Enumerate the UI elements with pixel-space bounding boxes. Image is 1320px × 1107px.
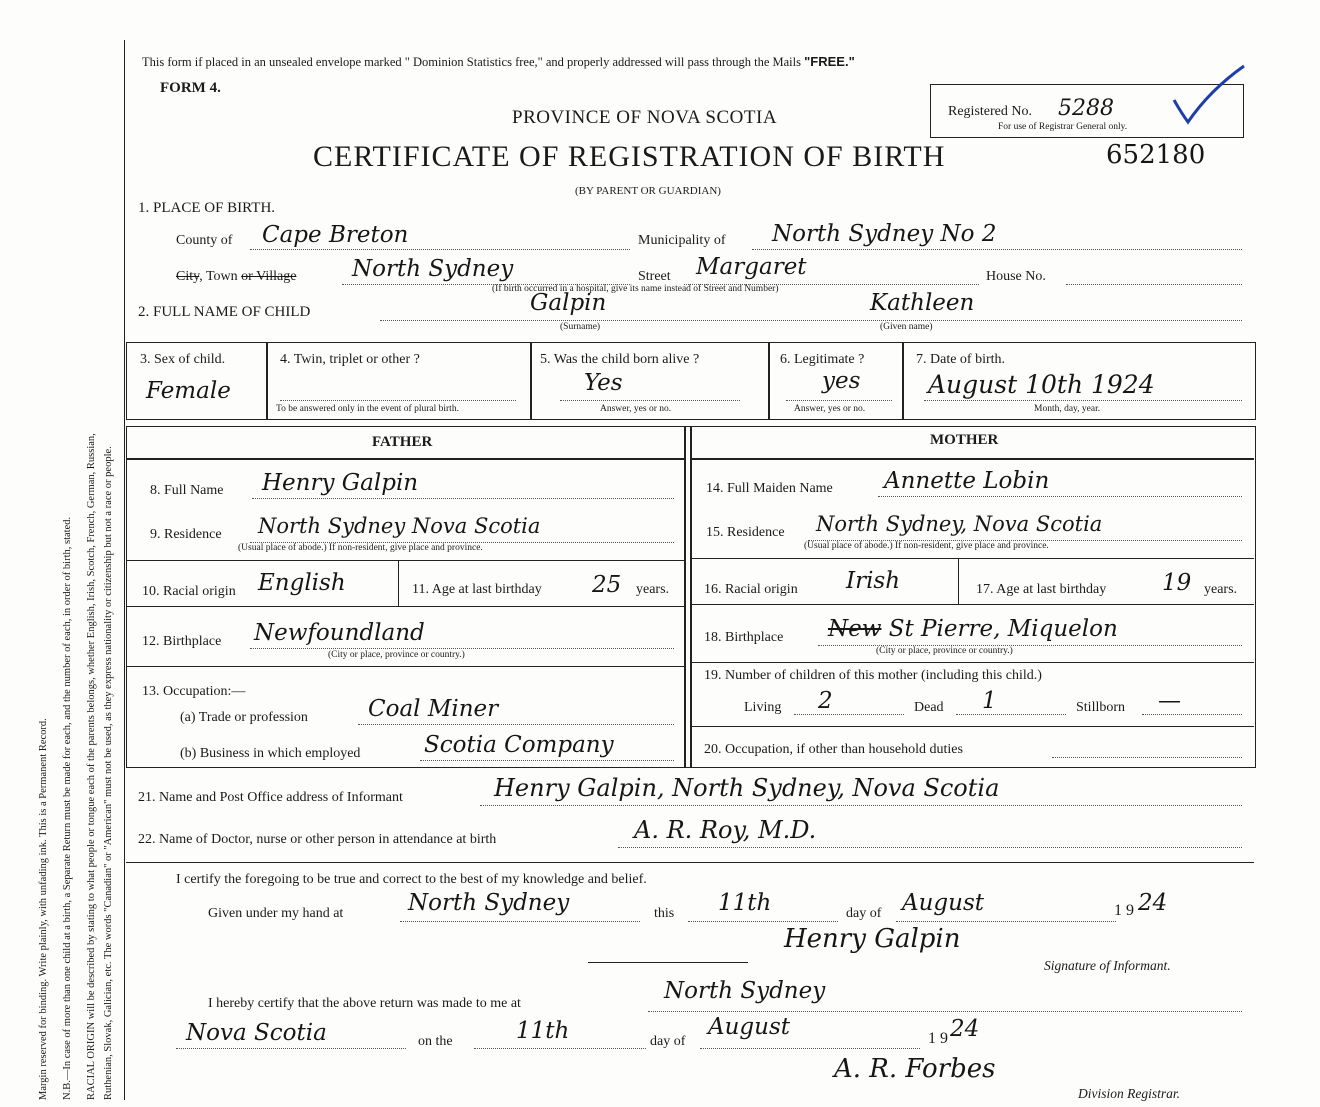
- street-value: Margaret: [696, 254, 807, 280]
- registrar-year-value: 24: [950, 1016, 980, 1042]
- child-name-label: 2. FULL NAME OF CHILD: [138, 304, 311, 320]
- form-number: FORM 4.: [160, 80, 221, 96]
- father-birthplace-note: (City or place, province or country.): [328, 650, 465, 660]
- living-label: Living: [744, 700, 782, 715]
- father-birthplace-value: Newfoundland: [254, 620, 425, 646]
- town-value: North Sydney: [352, 256, 514, 282]
- doctor-label: 22. Name of Doctor, nurse or other person in attendance at birth: [138, 832, 497, 847]
- registrar-day-value: 11th: [516, 1018, 570, 1044]
- father-racial-value: English: [258, 570, 346, 596]
- county-value: Cape Breton: [262, 222, 409, 248]
- given-name-note: (Given name): [880, 322, 933, 332]
- twin-note: To be answered only in the event of plural birth.: [276, 404, 459, 414]
- father-business-label: (b) Business in which employed: [180, 746, 361, 761]
- father-business-line: [420, 760, 674, 761]
- registrar-month-line: [700, 1048, 920, 1049]
- mother-years-label: years.: [1204, 582, 1238, 597]
- dead-value: 1: [982, 688, 997, 714]
- dead-line: [956, 714, 1066, 715]
- father-name-label: 8. Full Name: [150, 483, 224, 498]
- alive-line: [560, 400, 740, 401]
- father-rule-1: [126, 560, 684, 561]
- day-of-label: day of: [846, 906, 882, 921]
- father-trade-line: [358, 724, 674, 725]
- informant-value: Henry Galpin, North Sydney, Nova Scotia: [494, 774, 1000, 802]
- father-residence-value: North Sydney Nova Scotia: [258, 514, 541, 538]
- registrar-province-line: [176, 1048, 406, 1049]
- father-heading: FATHER: [372, 434, 433, 450]
- margin-rule: [124, 40, 125, 1100]
- certificate-title: CERTIFICATE OF REGISTRATION OF BIRTH: [313, 140, 946, 173]
- stamp-number: 652180: [1106, 140, 1206, 170]
- dob-label: 7. Date of birth.: [916, 352, 1006, 367]
- child-name-line: [380, 320, 1242, 321]
- mother-birthplace-value: New St Pierre, Miquelon: [828, 616, 1118, 642]
- father-occupation-label: 13. Occupation:—: [142, 684, 246, 699]
- registrar-month-value: August: [708, 1014, 791, 1040]
- check-mark-icon: [1170, 62, 1250, 126]
- informant-signature: Henry Galpin: [784, 924, 961, 954]
- registered-number: 5288: [1058, 96, 1114, 121]
- certify-rule: [126, 862, 1254, 863]
- given-day-line: [688, 921, 838, 922]
- living-line: [794, 714, 904, 715]
- county-label: County of: [176, 233, 233, 248]
- alive-note: Answer, yes or no.: [600, 404, 672, 414]
- registrar-year-prefix: 19: [928, 1030, 952, 1047]
- registrar-place-line: [648, 1011, 1242, 1012]
- registered-label: Registered No.: [948, 104, 1032, 119]
- dead-label: Dead: [914, 700, 944, 715]
- stillborn-label: Stillborn: [1076, 700, 1126, 715]
- father-residence-note: (Usual place of abode.) If non-resident, give place and province.: [238, 543, 483, 553]
- mother-residence-label: 15. Residence: [706, 525, 785, 540]
- mother-birthplace-struck: New: [828, 616, 882, 642]
- province-title: PROVINCE OF NOVA SCOTIA: [512, 107, 778, 128]
- father-birthplace-line: [250, 648, 674, 649]
- dob-note: Month, day, year.: [1034, 404, 1101, 414]
- informant-line: [480, 805, 1242, 806]
- mother-residence-value: North Sydney, Nova Scotia: [816, 512, 1103, 536]
- registrar-day-line: [474, 1048, 646, 1049]
- stillborn-value: —: [1158, 688, 1181, 714]
- legit-line: [786, 400, 892, 401]
- doctor-value: A. R. Roy, M.D.: [634, 816, 817, 844]
- parents-divider-a: [684, 426, 686, 768]
- mother-racial-divider: [958, 558, 959, 604]
- alive-value: Yes: [584, 370, 623, 396]
- registrar-signature: A. R. Forbes: [834, 1054, 996, 1084]
- margin-note-racial-origin-cont: Ruthenian, Slovak, Galician, etc. The words "Canadian" or "American" must not be used, as they express nationality or citizenship but not a race or people.: [103, 446, 114, 1100]
- parents-divider-b: [690, 426, 692, 768]
- doctor-line: [618, 847, 1242, 848]
- given-place-line: [400, 921, 640, 922]
- stillborn-line: [1142, 714, 1242, 715]
- mother-occupation-line: [1052, 757, 1242, 758]
- surname-note: (Surname): [560, 322, 601, 332]
- twin-label: 4. Twin, triplet or other ?: [280, 352, 420, 367]
- margin-note-multiple-birth: N.B.—In case of more than one child at a birth, a Separate Return must be made for each, and the number of each, in order of birth, stated.: [62, 516, 73, 1100]
- given-month-line: [896, 921, 1116, 922]
- house-label: House No.: [986, 269, 1046, 284]
- municipality-line: [752, 249, 1242, 250]
- mother-racial-value: Irish: [846, 568, 901, 594]
- father-trade-label: (a) Trade or profession: [180, 710, 308, 725]
- this-label: this: [654, 906, 675, 921]
- divider-3: [768, 342, 770, 420]
- dob-value: August 10th 1924: [928, 370, 1155, 399]
- mother-age-value: 19: [1162, 570, 1192, 596]
- given-year-value: 24: [1138, 890, 1168, 916]
- divider-1: [266, 342, 268, 420]
- registrar-place-value: North Sydney: [664, 978, 826, 1004]
- given-under-label: Given under my hand at: [208, 906, 344, 921]
- father-name-value: Henry Galpin: [262, 470, 419, 496]
- certify-statement: I certify the foregoing to be true and correct to the best of my knowledge and belief.: [176, 872, 647, 887]
- mother-heading: MOTHER: [930, 432, 999, 448]
- given-place-value: North Sydney: [408, 890, 570, 916]
- mother-age-label: 17. Age at last birthday: [976, 582, 1107, 597]
- mother-children-label: 19. Number of children of this mother (including this child.): [704, 668, 1042, 683]
- registrar-province-value: Nova Scotia: [186, 1020, 327, 1046]
- father-racial-label: 10. Racial origin: [142, 584, 236, 599]
- heading-rule-right: [690, 458, 1254, 460]
- margin-note-racial-origin: RACIAL ORIGIN will be described by stating to what people or tongue each of the parents belongs, whether English, Irish, Scotch, French, German, Russian,: [86, 433, 97, 1100]
- mother-name-value: Annette Lobin: [884, 468, 1050, 494]
- father-residence-label: 9. Residence: [150, 527, 222, 542]
- living-value: 2: [818, 688, 833, 714]
- informant-label: 21. Name and Post Office address of Informant: [138, 790, 403, 805]
- margin-note-binding: Margin reserved for binding. Write plainly, with unfading ink. This is a Permanent Record.: [38, 718, 49, 1100]
- divider-4: [902, 342, 904, 420]
- mother-occupation-label: 20. Occupation, if other than household duties: [704, 742, 963, 757]
- mother-name-line: [878, 496, 1242, 497]
- mother-rule-3: [690, 662, 1254, 663]
- father-rule-2: [126, 606, 684, 607]
- mother-rule-2: [690, 604, 1254, 605]
- signature-informant-label: Signature of Informant.: [1044, 958, 1171, 973]
- legitimate-note: Answer, yes or no.: [794, 404, 866, 414]
- father-age-value: 25: [592, 572, 622, 598]
- heading-rule-left: [126, 458, 684, 460]
- father-name-line: [252, 498, 674, 499]
- father-racial-divider: [398, 560, 399, 606]
- signature-underline: [588, 962, 748, 963]
- mother-birthplace-label: 18. Birthplace: [704, 630, 784, 645]
- father-age-label: 11. Age at last birthday: [412, 582, 542, 597]
- house-line: [1066, 284, 1242, 285]
- sex-value: Female: [146, 378, 231, 404]
- registrar-statement: I hereby certify that the above return was made to me at: [208, 996, 521, 1011]
- sex-label: 3. Sex of child.: [140, 352, 226, 367]
- father-business-value: Scotia Company: [424, 732, 614, 758]
- legitimate-label: 6. Legitimate ?: [780, 352, 865, 367]
- father-trade-value: Coal Miner: [368, 696, 499, 722]
- municipality-label: Municipality of: [638, 233, 726, 248]
- father-rule-3: [126, 666, 684, 667]
- place-of-birth-label: 1. PLACE OF BIRTH.: [138, 200, 276, 216]
- father-birthplace-label: 12. Birthplace: [142, 634, 222, 649]
- twin-line: [280, 400, 516, 401]
- street-label: Street: [638, 269, 671, 284]
- father-years-label: years.: [636, 582, 670, 597]
- alive-label: 5. Was the child born alive ?: [540, 352, 700, 367]
- legitimate-value: yes: [822, 368, 861, 394]
- mother-rule-4: [690, 726, 1254, 727]
- mother-racial-label: 16. Racial origin: [704, 582, 798, 597]
- on-the-label: on the: [418, 1034, 453, 1049]
- municipality-value: North Sydney No 2: [772, 221, 997, 247]
- given-month-value: August: [902, 890, 985, 916]
- hospital-note: (If birth occurred in a hospital, give its name instead of Street and Number): [492, 284, 779, 294]
- divider-2: [530, 342, 532, 420]
- county-line: [250, 249, 630, 250]
- mother-residence-note: (Usual place of abode.) If non-resident, give place and province.: [804, 541, 1049, 551]
- registrar-note: For use of Registrar General only.: [998, 122, 1128, 132]
- mother-name-label: 14. Full Maiden Name: [706, 481, 833, 496]
- mother-birthplace-note: (City or place, province or country.): [876, 646, 1013, 656]
- dob-line: [924, 400, 1242, 401]
- mail-notice: This form if placed in an unsealed envelope marked " Dominion Statistics free," and properly addressed will pass through the Mails "FREE.": [142, 54, 855, 69]
- child-surname: Galpin: [530, 290, 607, 316]
- child-given-name: Kathleen: [870, 290, 975, 316]
- registrar-day-of-label: day of: [650, 1034, 686, 1049]
- mother-rule-1: [690, 558, 1254, 559]
- division-registrar-label: Division Registrar.: [1078, 1086, 1181, 1101]
- certificate-subtitle: (BY PARENT OR GUARDIAN): [575, 185, 721, 197]
- town-label: City, Town or Village: [176, 269, 297, 284]
- given-year-prefix: 19: [1114, 902, 1138, 919]
- given-day-value: 11th: [718, 890, 772, 916]
